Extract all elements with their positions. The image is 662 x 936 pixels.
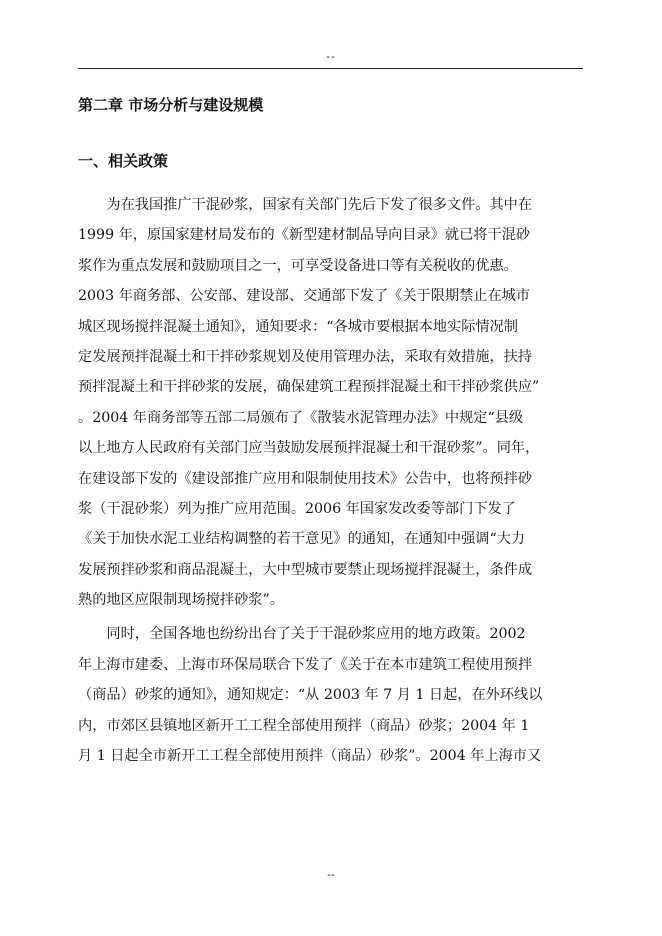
text-line: 1999 年，原国家建材局发布的《新型建材制品导向目录》就已将干混砂 (78, 227, 531, 244)
text-line: 预拌混凝土和干拌砂浆的发展，确保建筑工程预拌混凝土和干拌砂浆供应” (78, 379, 540, 396)
text-line: 定发展预拌混凝土和干拌砂浆规划及使用管理办法，采取有效措施，扶持 (78, 348, 533, 365)
text-line: 《关于加快水泥工业结构调整的若干意见》的通知，在通知中强调“大力 (78, 531, 526, 548)
chapter-title: 第二章 市场分析与建设规模 (78, 96, 264, 114)
text-line: 。2004 年商务部等五部二局颁布了《散装水泥管理办法》中规定“县级 (78, 409, 524, 426)
text-line: 内，市郊区县镇地区新开工工程全部使用预拌（商品）砂浆；2004 年 1 (78, 717, 530, 734)
text-line: 发展预拌砂浆和商品混凝土，大中型城市要禁止现场搅拌混凝土，条件成 (78, 561, 533, 578)
text-line: （商品）砂浆的通知》，通知规定：“从 2003 年 7 月 1 日起，在外环线以 (78, 687, 543, 704)
body-text (78, 190, 583, 771)
text-line: 以上地方人民政府有关部门应当鼓励发展预拌混凝土和干混砂浆”。同年， (78, 440, 540, 457)
text-line: 为在我国推广干混砂浆，国家有关部门先后下发了很多文件。其中在 (78, 197, 533, 213)
section-title: 一、相关政策 (78, 152, 169, 170)
text-line: 城区现场搅拌混凝土通知》，通知要求：“各城市要根据本地实际情况制 (78, 318, 518, 335)
text-line: 月 1 日起全市新开工工程全部使用预拌（商品）砂浆”。2004 年上海市又 (78, 748, 542, 765)
paragraph (78, 619, 583, 771)
text-line: 浆作为重点发展和鼓励项目之一，可享受设备进口等有关税收的优惠。 (78, 257, 518, 274)
page-header-mark: -- (326, 50, 336, 63)
text-line: 年上海市建委、上海市环保局联合下发了《关于在本市建筑工程使用预拌 (78, 656, 533, 673)
text-line: 2003 年商务部、公安部、建设部、交通部下发了《关于限期禁止在城市 (78, 288, 531, 305)
paragraph (78, 190, 583, 615)
page-footer-mark: -- (327, 868, 335, 881)
header-rule (78, 68, 583, 69)
text-line: 浆（干混砂浆）列为推广应用范围。2006 年国家发改委等部门下发了 (78, 500, 516, 517)
text-line: 熟的地区应限制现场搅拌砂浆”。 (78, 592, 284, 609)
text-line: 同时，全国各地也纷纷出台了关于干混砂浆应用的地方政策。2002 (78, 626, 526, 643)
text-line: 在建设部下发的《建设部推广应用和限制使用技术》公告中，也将预拌砂 (78, 470, 533, 487)
